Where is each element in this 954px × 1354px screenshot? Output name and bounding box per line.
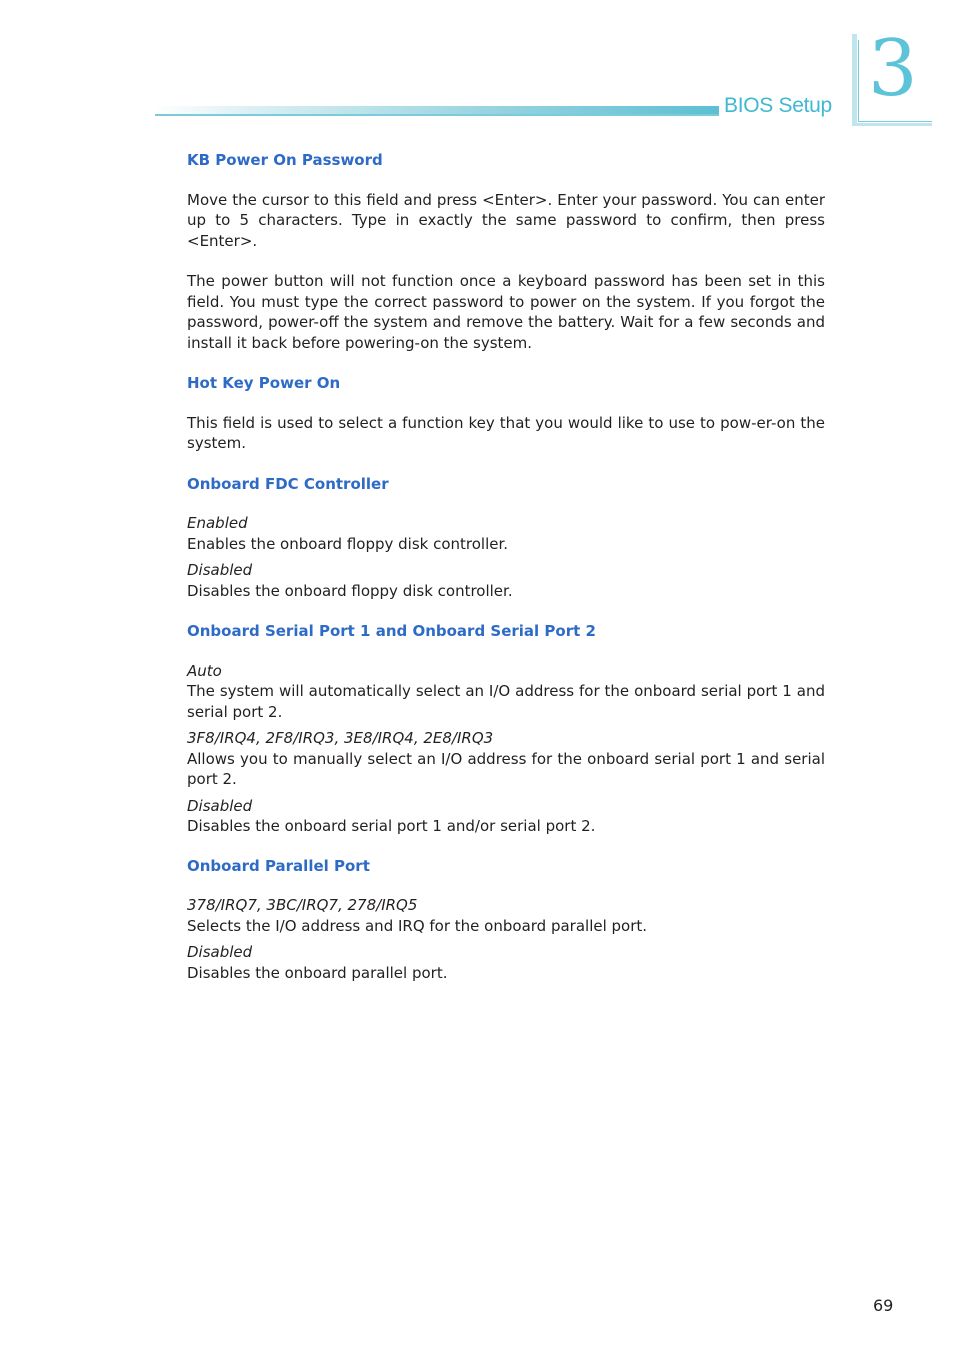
heading-onboard-parallel-port: Onboard Parallel Port: [187, 856, 370, 875]
heading-kb-power-on-password: KB Power On Password: [187, 151, 383, 169]
option-description: Disables the onboard parallel port.: [187, 963, 448, 982]
option-name: Disabled: [187, 943, 253, 961]
option-description: Disables the onboard serial port 1 and/or serial port 2.: [187, 817, 596, 835]
option-name: Disabled: [187, 561, 253, 579]
option-name: Auto: [187, 661, 222, 680]
heading-onboard-fdc-controller: Onboard FDC Controller: [187, 474, 389, 493]
option-description: Enables the onboard floppy disk controller.: [187, 534, 509, 553]
running-section-title: BIOS Setup: [724, 94, 832, 117]
paragraph: Move the cursor to this field and press <Enter>. Enter your password. You can enter up to 5 characters. Type in exactly the same password to confirm, then press <Enter>.: [187, 190, 825, 250]
option-item: [187, 661, 825, 723]
chapter-number: 3: [868, 24, 918, 114]
option-item: [187, 895, 825, 936]
option-name: Enabled: [187, 514, 248, 532]
option-description: The system will automatically select an I/O address for the onboard serial port 1 and serial port 2.: [187, 682, 825, 721]
option-name: 378/IRQ7, 3BC/IRQ7, 278/IRQ5: [187, 896, 418, 914]
option-item: [187, 942, 825, 983]
option-item: [187, 728, 825, 790]
option-name: Disabled: [187, 796, 253, 815]
option-item: [187, 560, 825, 601]
option-item: [187, 796, 825, 837]
option-description: Disables the onboard floppy disk controller.: [187, 581, 513, 600]
page-body: [187, 150, 825, 989]
paragraph: This field is used to select a function key that you would like to use to pow-er-on the system.: [187, 413, 825, 452]
option-item: [187, 513, 825, 554]
option-name: 3F8/IRQ4, 2F8/IRQ3, 3E8/IRQ4, 2E8/IRQ3: [187, 729, 494, 747]
heading-hot-key-power-on: Hot Key Power On: [187, 374, 341, 392]
paragraph: The power button will not function once a keyboard password has been set in this field. You must type the correct password to power on the system. If you forgot the password, power-off the system and remove the battery. Wait for a few seconds and install it back before powering-on the system.: [187, 272, 825, 352]
header-rule: [155, 114, 719, 116]
heading-onboard-serial-ports: Onboard Serial Port 1 and Onboard Serial Port 2: [187, 622, 596, 640]
option-description: Allows you to manually select an I/O address for the onboard serial port 1 and serial port 2.: [187, 749, 825, 788]
option-description: Selects the I/O address and IRQ for the onboard parallel port.: [187, 916, 648, 935]
page-number: 69: [873, 1296, 894, 1315]
